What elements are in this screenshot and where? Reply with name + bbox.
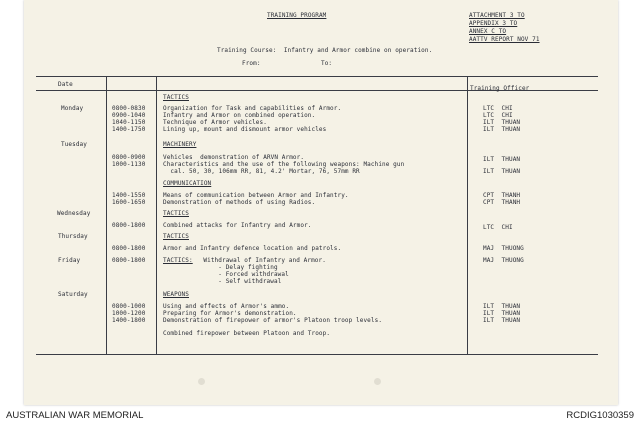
session-subject: Organization for Task and capabilities of Armor. xyxy=(163,105,342,112)
section-heading: TACTICS xyxy=(163,233,189,240)
session-subject: - Self withdrawal xyxy=(196,278,282,285)
session-officer: MAJ THUONG xyxy=(483,257,524,264)
session-subject: Withdrawal of Infantry and Armor. xyxy=(196,257,326,264)
session-officer: ILT THUAN xyxy=(483,310,521,317)
attachment-line: ATTACHMENT 3 TO xyxy=(469,12,525,19)
session-time: 0800-0830 xyxy=(112,105,146,112)
session-subject: - Forced withdrawal xyxy=(196,271,289,278)
section-heading: TACTICS xyxy=(163,210,189,217)
section-heading: TACTICS: xyxy=(163,257,193,264)
session-subject: Technique of Armor vehicles. xyxy=(163,119,267,126)
session-time: 1000-1200 xyxy=(112,310,146,317)
session-officer: MAJ THUONG xyxy=(483,245,524,252)
attachment-line: AATTV REPORT NOV 71 xyxy=(469,36,540,43)
session-subject: Vehicles demonstration of ARVN Armor. xyxy=(163,154,305,161)
archive-reference: RCDIG1030359 xyxy=(566,410,634,421)
session-subject: Means of communication between Armor and Infantry. xyxy=(163,192,349,199)
session-time: 1040-1150 xyxy=(112,119,146,126)
session-time: 0800-0900 xyxy=(112,154,146,161)
day-label: Monday xyxy=(61,105,84,112)
column-header-date: Date xyxy=(58,81,73,88)
section-heading: TACTICS xyxy=(163,94,189,101)
session-time: 1600-1650 xyxy=(112,199,146,206)
table-top-rule xyxy=(36,76,598,77)
session-officer: ILT THUAN xyxy=(483,317,521,324)
day-label: Thursday xyxy=(58,233,88,240)
day-label: Friday xyxy=(58,257,81,264)
document-page xyxy=(24,0,618,405)
from-label: From: xyxy=(242,60,261,67)
session-time: 1400-1550 xyxy=(112,192,146,199)
session-officer: LTC CHI xyxy=(483,112,513,119)
session-subject: Combined firepower between Platoon and Troop. xyxy=(163,330,331,337)
column-header-officer: Training Officer xyxy=(470,85,530,92)
session-subject: Infantry and Armor on combined operation. xyxy=(163,112,316,119)
session-subject: Using and effects of Armor's ammo. xyxy=(163,303,290,310)
session-subject: - Delay fighting xyxy=(196,264,278,271)
session-subject: Lining up, mount and dismount armor vehicles xyxy=(163,126,327,133)
session-time: 0800-1800 xyxy=(112,245,146,252)
to-label: To: xyxy=(321,60,333,67)
session-subject: Armor and Infantry defence location and patrols. xyxy=(163,245,342,252)
section-heading: MACHINERY xyxy=(163,141,197,148)
table-bottom-rule xyxy=(36,354,598,355)
session-subject: Demonstration of firepower of armor's Platoon troop levels. xyxy=(163,317,383,324)
session-subject: Preparing for Armor's demonstration. xyxy=(163,310,297,317)
training-course: Training Course: Infantry and Armor combine on operation. xyxy=(217,47,433,54)
session-time: 0900-1040 xyxy=(112,112,146,119)
date-column-divider xyxy=(106,76,107,354)
day-label: Saturday xyxy=(58,291,88,298)
day-label: Wednesday xyxy=(57,210,91,217)
section-heading: COMMUNICATION xyxy=(163,180,212,187)
session-time: 0800-1000 xyxy=(112,303,146,310)
archive-credit: AUSTRALIAN WAR MEMORIAL xyxy=(6,410,144,421)
punch-hole xyxy=(374,378,381,385)
attachment-line: APPENDIX 3 TO xyxy=(469,20,518,27)
document-title: TRAINING PROGRAM xyxy=(267,12,327,19)
session-officer: ILT THUAN xyxy=(483,156,521,163)
session-subject: Characteristics and the use of the following weapons: Machine gun xyxy=(163,161,405,168)
session-time: 1400-1800 xyxy=(112,317,146,324)
session-time: 1000-1130 xyxy=(112,161,146,168)
punch-hole xyxy=(198,378,205,385)
session-officer: CPT THANH xyxy=(483,192,521,199)
session-time: 0800-1800 xyxy=(112,222,146,229)
session-officer: ILT THUAN xyxy=(483,303,521,310)
session-time: 0800-1800 xyxy=(112,257,146,264)
officer-column-divider xyxy=(467,76,468,354)
session-officer: ILT THUAN xyxy=(483,168,521,175)
session-subject: cal. 50, 30, 106mm RR, 81, 4.2' Mortar, 76, 57mm RR xyxy=(163,168,360,175)
session-officer: CPT THANH xyxy=(483,199,521,206)
session-officer: ILT THUAN xyxy=(483,126,521,133)
session-time: 1400-1750 xyxy=(112,126,146,133)
day-label: Tuesday xyxy=(61,141,87,148)
attachment-line: ANNEX C TO xyxy=(469,28,507,35)
session-officer: LTC CHI xyxy=(483,105,513,112)
session-subject: Combined attacks for Infantry and Armor. xyxy=(163,222,312,229)
session-officer: LTC CHI xyxy=(483,224,513,231)
section-heading: WEAPONS xyxy=(163,291,189,298)
session-subject: Demonstration of methods of using Radios. xyxy=(163,199,316,206)
time-column-divider xyxy=(156,76,157,354)
session-officer: ILT THUAN xyxy=(483,119,521,126)
